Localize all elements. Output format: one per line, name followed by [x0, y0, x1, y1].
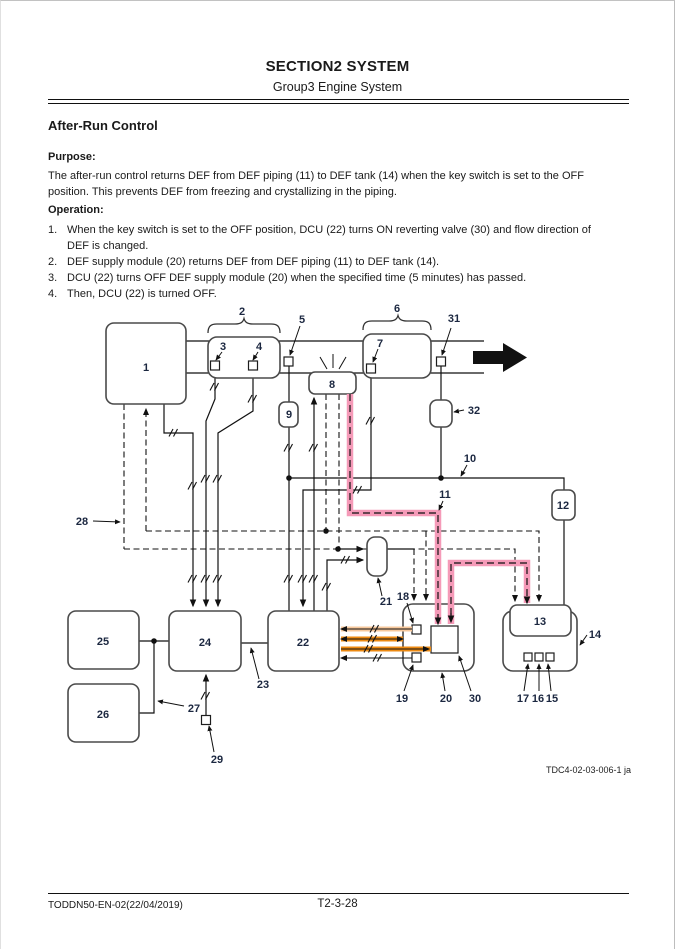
footer-doc-code: TODDN50-EN-02(22/04/2019) — [48, 900, 183, 911]
label-9: 9 — [285, 409, 293, 421]
after-run-control-diagram — [1, 1, 675, 949]
sensor-4 — [249, 361, 258, 370]
component-box-21 — [367, 537, 387, 576]
component-box-2 — [208, 337, 280, 378]
label-25: 25 — [96, 636, 110, 648]
sensor-7 — [367, 364, 376, 373]
purpose-label: Purpose: — [48, 151, 96, 163]
step-number: 2. — [48, 256, 58, 268]
connector-19 — [412, 653, 421, 662]
group-braces — [208, 316, 431, 334]
sensor-31 — [437, 357, 446, 366]
purpose-text: The after-run control returns DEF from DEF piping (11) to DEF tank (14) when the key switch is set to the OFF position. This prevents DEF from freezing and crystallizing in the piping. — [48, 170, 584, 198]
component-boxes — [68, 323, 577, 742]
label-7: 7 — [376, 338, 384, 350]
label-10: 10 — [463, 453, 477, 465]
footer-rule — [48, 893, 629, 894]
label-2: 2 — [238, 306, 246, 318]
footer-page-number: T2-3-28 — [317, 898, 358, 910]
figure-code: TDC4-02-03-006-1 ja — [545, 765, 631, 775]
step-text: DEF supply module (20) returns DEF from DEF piping (11) to DEF tank (14). — [67, 256, 440, 268]
label-8: 8 — [328, 379, 336, 391]
label-26: 26 — [96, 709, 110, 721]
label-31: 31 — [447, 313, 461, 325]
label-5: 5 — [298, 314, 306, 326]
label-19: 19 — [395, 693, 409, 705]
exhaust-flow-arrow — [503, 343, 527, 372]
operation-label: Operation: — [48, 204, 104, 216]
page-title: After-Run Control — [48, 118, 158, 133]
step-number: 3. — [48, 272, 58, 284]
label-28: 28 — [75, 516, 89, 528]
label-15: 15 — [545, 693, 559, 705]
label-22: 22 — [296, 637, 310, 649]
label-30: 30 — [468, 693, 482, 705]
step-number: 1. — [48, 224, 58, 236]
step-text: When the key switch is set to the OFF position, DCU (22) turns ON reverting valve (30) and flow direction of DEF is changed. — [67, 224, 591, 252]
label-20: 20 — [439, 693, 453, 705]
label-11: 11 — [439, 489, 451, 501]
label-13: 13 — [533, 616, 547, 628]
label-6: 6 — [393, 303, 401, 315]
label-4: 4 — [255, 341, 263, 353]
sensor-15 — [546, 653, 554, 661]
label-12: 12 — [556, 500, 570, 512]
sensor-17 — [524, 653, 532, 661]
step-text: DCU (22) turns OFF DEF supply module (20) when the specified time (5 minutes) has passed. — [67, 272, 527, 284]
label-29: 29 — [210, 754, 224, 766]
reverting-valve-30 — [431, 626, 458, 653]
component-box-32 — [430, 400, 452, 427]
sensor-16 — [535, 653, 543, 661]
connector-18 — [412, 625, 421, 634]
spray-icon — [320, 354, 346, 369]
label-3: 3 — [219, 341, 227, 353]
label-16: 16 — [531, 693, 545, 705]
label-17: 17 — [516, 693, 530, 705]
step-number: 4. — [48, 288, 58, 300]
group-subtitle: Group3 Engine System — [272, 80, 403, 94]
label-1: 1 — [142, 362, 150, 374]
label-24: 24 — [198, 637, 212, 649]
connector-29 — [202, 716, 211, 725]
label-32: 32 — [467, 405, 481, 417]
label-18: 18 — [396, 591, 410, 603]
label-23: 23 — [256, 679, 270, 691]
pink-def-return-piping — [350, 394, 527, 624]
label-14: 14 — [588, 629, 602, 641]
sensor-3 — [211, 361, 220, 370]
step-text: Then, DCU (22) is turned OFF. — [67, 288, 217, 300]
label-27: 27 — [187, 703, 201, 715]
sensor-5 — [284, 357, 293, 366]
label-21: 21 — [379, 596, 393, 608]
section-title: SECTION2 SYSTEM — [265, 58, 410, 75]
